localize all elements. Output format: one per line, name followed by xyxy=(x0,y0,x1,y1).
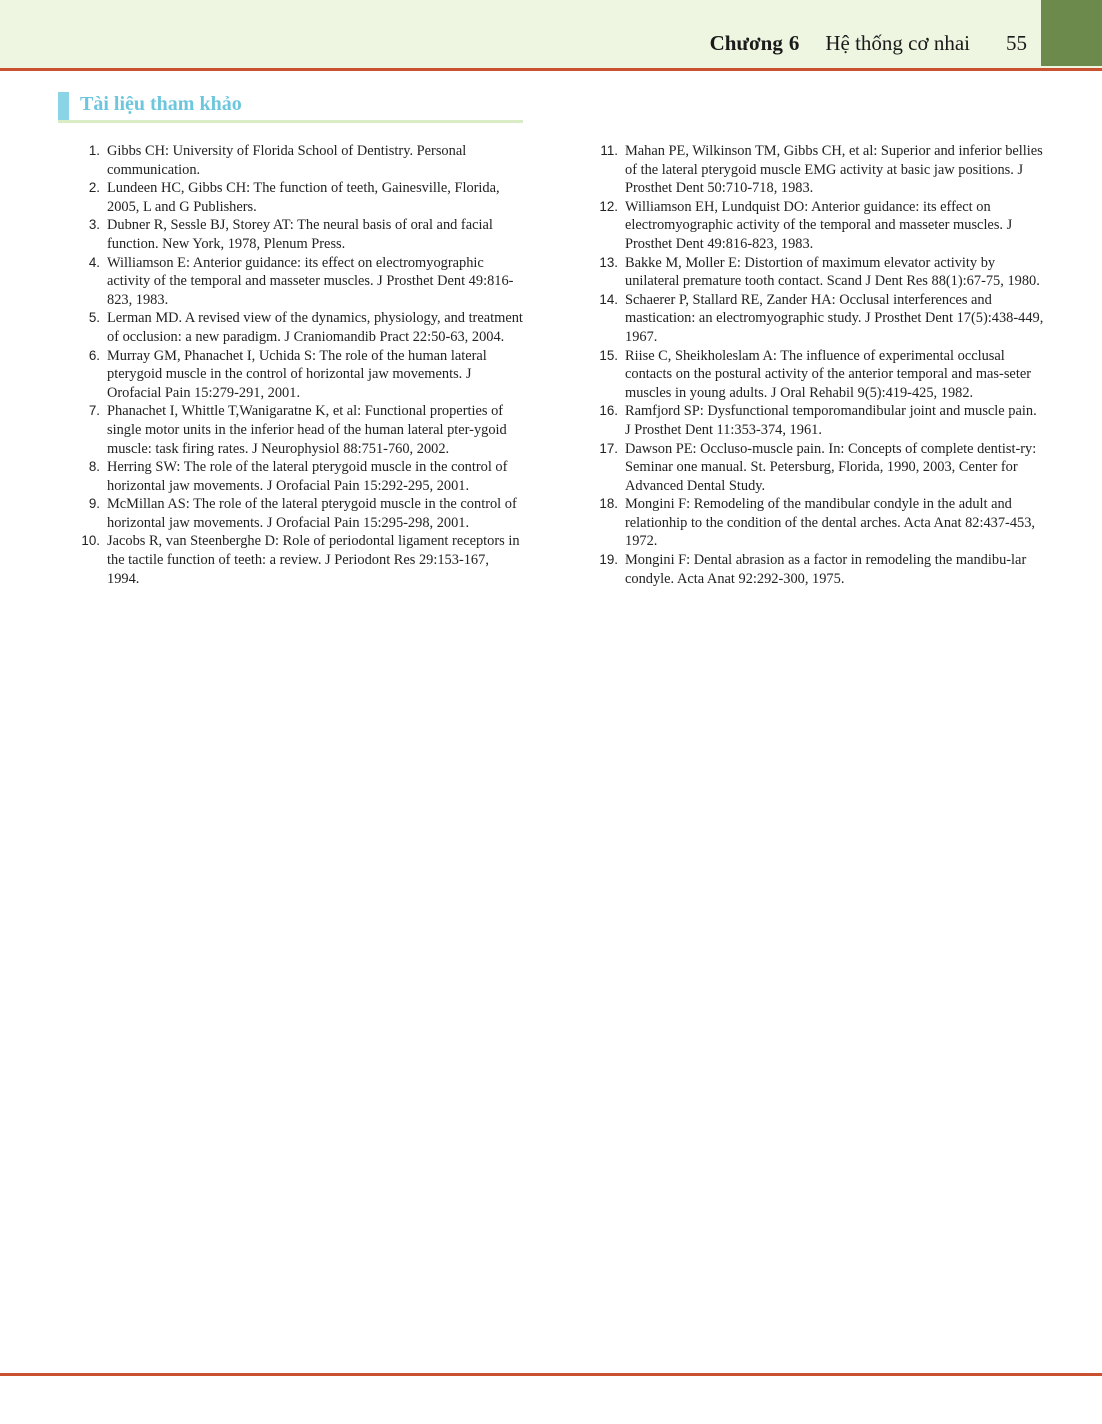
page-header xyxy=(0,0,1102,68)
section-title: Tài liệu tham khảo xyxy=(80,93,242,115)
references-column-right xyxy=(592,142,1045,588)
reference-number: 8. xyxy=(88,459,100,475)
reference-text: Herring SW: The role of the lateral pterygoid muscle in the control of horizontal jaw movements. J Orofacial Pain 15:292-295, 2001. xyxy=(107,459,508,494)
reference-text: Bakke M, Moller E: Distortion of maximum elevator activity by unilateral premature tooth contact. Scand J Dent Res 88(1):67-75, 1980. xyxy=(625,254,1040,290)
reference-item xyxy=(592,495,1045,551)
reference-item xyxy=(592,551,1045,588)
reference-text: Ramfjord SP: Dysfunctional temporomandibular joint and muscle pain. J Prosthet Dent 11:353-374, 1961. xyxy=(625,403,1037,438)
reference-number: 19. xyxy=(599,552,618,568)
reference-text: Gibbs CH: University of Florida School of Dentistry. Personal communication. xyxy=(107,143,467,178)
reference-text: Lundeen HC, Gibbs CH: The function of teeth, Gainesville, Florida, 2005, L and G Publishers. xyxy=(107,180,500,215)
reference-item xyxy=(592,291,1045,347)
footer-rule xyxy=(0,1373,1102,1376)
reference-item xyxy=(74,142,524,179)
reference-item xyxy=(74,309,524,346)
references-column-left xyxy=(74,142,524,588)
reference-item xyxy=(592,440,1045,496)
reference-item xyxy=(592,198,1045,254)
reference-item xyxy=(74,495,524,532)
reference-number: 5. xyxy=(88,310,100,326)
header-color-block xyxy=(1041,0,1102,66)
reference-number: 6. xyxy=(88,347,100,363)
chapter-label: Chương xyxy=(709,31,783,55)
reference-item xyxy=(74,179,524,216)
section-marker-bar xyxy=(58,92,69,120)
reference-number: 3. xyxy=(88,217,100,233)
reference-number: 9. xyxy=(88,496,100,512)
reference-text: Phanachet I, Whittle T,Wanigaratne K, et al: Functional properties of single motor units in the inferior head of the human lateral pter-ygoid muscle: task firing rates. J Neurophysiol 88:751-760, 2002. xyxy=(107,403,507,457)
chapter-title: Hệ thống cơ nhai xyxy=(825,31,970,55)
reference-number: 14. xyxy=(599,291,618,307)
reference-number: 4. xyxy=(88,254,100,270)
reference-number: 1. xyxy=(88,143,100,158)
reference-text: Schaerer P, Stallard RE, Zander HA: Occlusal interferences and mastication: an electromyographic study. J Prosthet Dent 17(5):438-449, 1967. xyxy=(625,291,1044,345)
reference-item xyxy=(592,254,1045,291)
reference-number: 16. xyxy=(599,403,618,419)
section-heading xyxy=(58,92,523,123)
reference-text: Murray GM, Phanachet I, Uchida S: The role of the human lateral pterygoid muscle in the control of horizontal jaw movements. J Orofacial Pain 15:279-291, 2001. xyxy=(107,347,487,401)
reference-item xyxy=(74,532,524,588)
reference-text: Williamson EH, Lundquist DO: Anterior guidance: its effect on electromyographic activity of the temporal and masseter muscles. J Prosthet Dent 49:816-823, 1983. xyxy=(625,198,1013,252)
reference-number: 17. xyxy=(599,440,618,456)
reference-text: Mahan PE, Wilkinson TM, Gibbs CH, et al: Superior and inferior bellies of the lateral pterygoid muscle EMG activity at basic jaw positions. J Prosthet Dent 50:710-718, 1983. xyxy=(625,143,1043,197)
reference-text: Williamson E: Anterior guidance: its effect on electromyographic activity of the temporal and masseter muscles. J Prosthet Dent 49:816-823, 1983. xyxy=(107,254,514,308)
reference-text: Dubner R, Sessle BJ, Storey AT: The neural basis of oral and facial function. New York, 1978, Plenum Press. xyxy=(107,217,493,252)
reference-item xyxy=(74,216,524,253)
reference-number: 18. xyxy=(599,496,618,512)
reference-number: 11. xyxy=(600,143,618,158)
reference-text: McMillan AS: The role of the lateral pterygoid muscle in the control of horizontal jaw movements. J Orofacial Pain 15:295-298, 2001. xyxy=(107,496,517,531)
reference-item xyxy=(74,402,524,458)
reference-number: 2. xyxy=(88,180,100,196)
reference-text: Jacobs R, van Steenberghe D: Role of periodontal ligament receptors in the tactile function of teeth: a review. J Periodont Res 29:153-167, 1994. xyxy=(107,533,520,587)
reference-text: Dawson PE: Occluso-muscle pain. In: Concepts of complete dentist-ry: Seminar one manual. St. Petersburg, Florida, 1990, 2003, Center for Advanced Dental Study. xyxy=(625,440,1037,494)
reference-text: Lerman MD. A revised view of the dynamics, physiology, and treatment of occlusion: a new paradigm. J Craniomandib Pract 22:50-63, 2004. xyxy=(107,310,523,345)
reference-number: 7. xyxy=(88,403,100,419)
reference-item xyxy=(74,347,524,403)
reference-text: Mongini F: Dental abrasion as a factor in remodeling the mandibu-lar condyle. Acta Anat 92:292-300, 1975. xyxy=(625,552,1027,587)
reference-number: 10. xyxy=(81,533,100,549)
reference-number: 15. xyxy=(599,347,618,363)
reference-item xyxy=(74,458,524,495)
reference-item xyxy=(592,402,1045,439)
reference-item xyxy=(592,142,1045,198)
reference-item xyxy=(592,347,1045,403)
running-head xyxy=(710,31,1027,56)
header-rule xyxy=(0,68,1102,71)
reference-text: Riise C, Sheikholeslam A: The influence of experimental occlusal contacts on the postural activity of the anterior temporal and mas-seter muscles in young adults. J Oral Rehabil 9(5):419-425, 1982. xyxy=(625,347,1031,401)
reference-number: 12. xyxy=(599,198,618,214)
reference-number: 13. xyxy=(599,254,618,270)
chapter-number: 6 xyxy=(788,31,800,55)
reference-item xyxy=(74,254,524,310)
page-number: 55 xyxy=(1006,31,1027,55)
reference-text: Mongini F: Remodeling of the mandibular condyle in the adult and relationhip to the condition of the dental arches. Acta Anat 82:437-453, 1972. xyxy=(625,496,1036,550)
